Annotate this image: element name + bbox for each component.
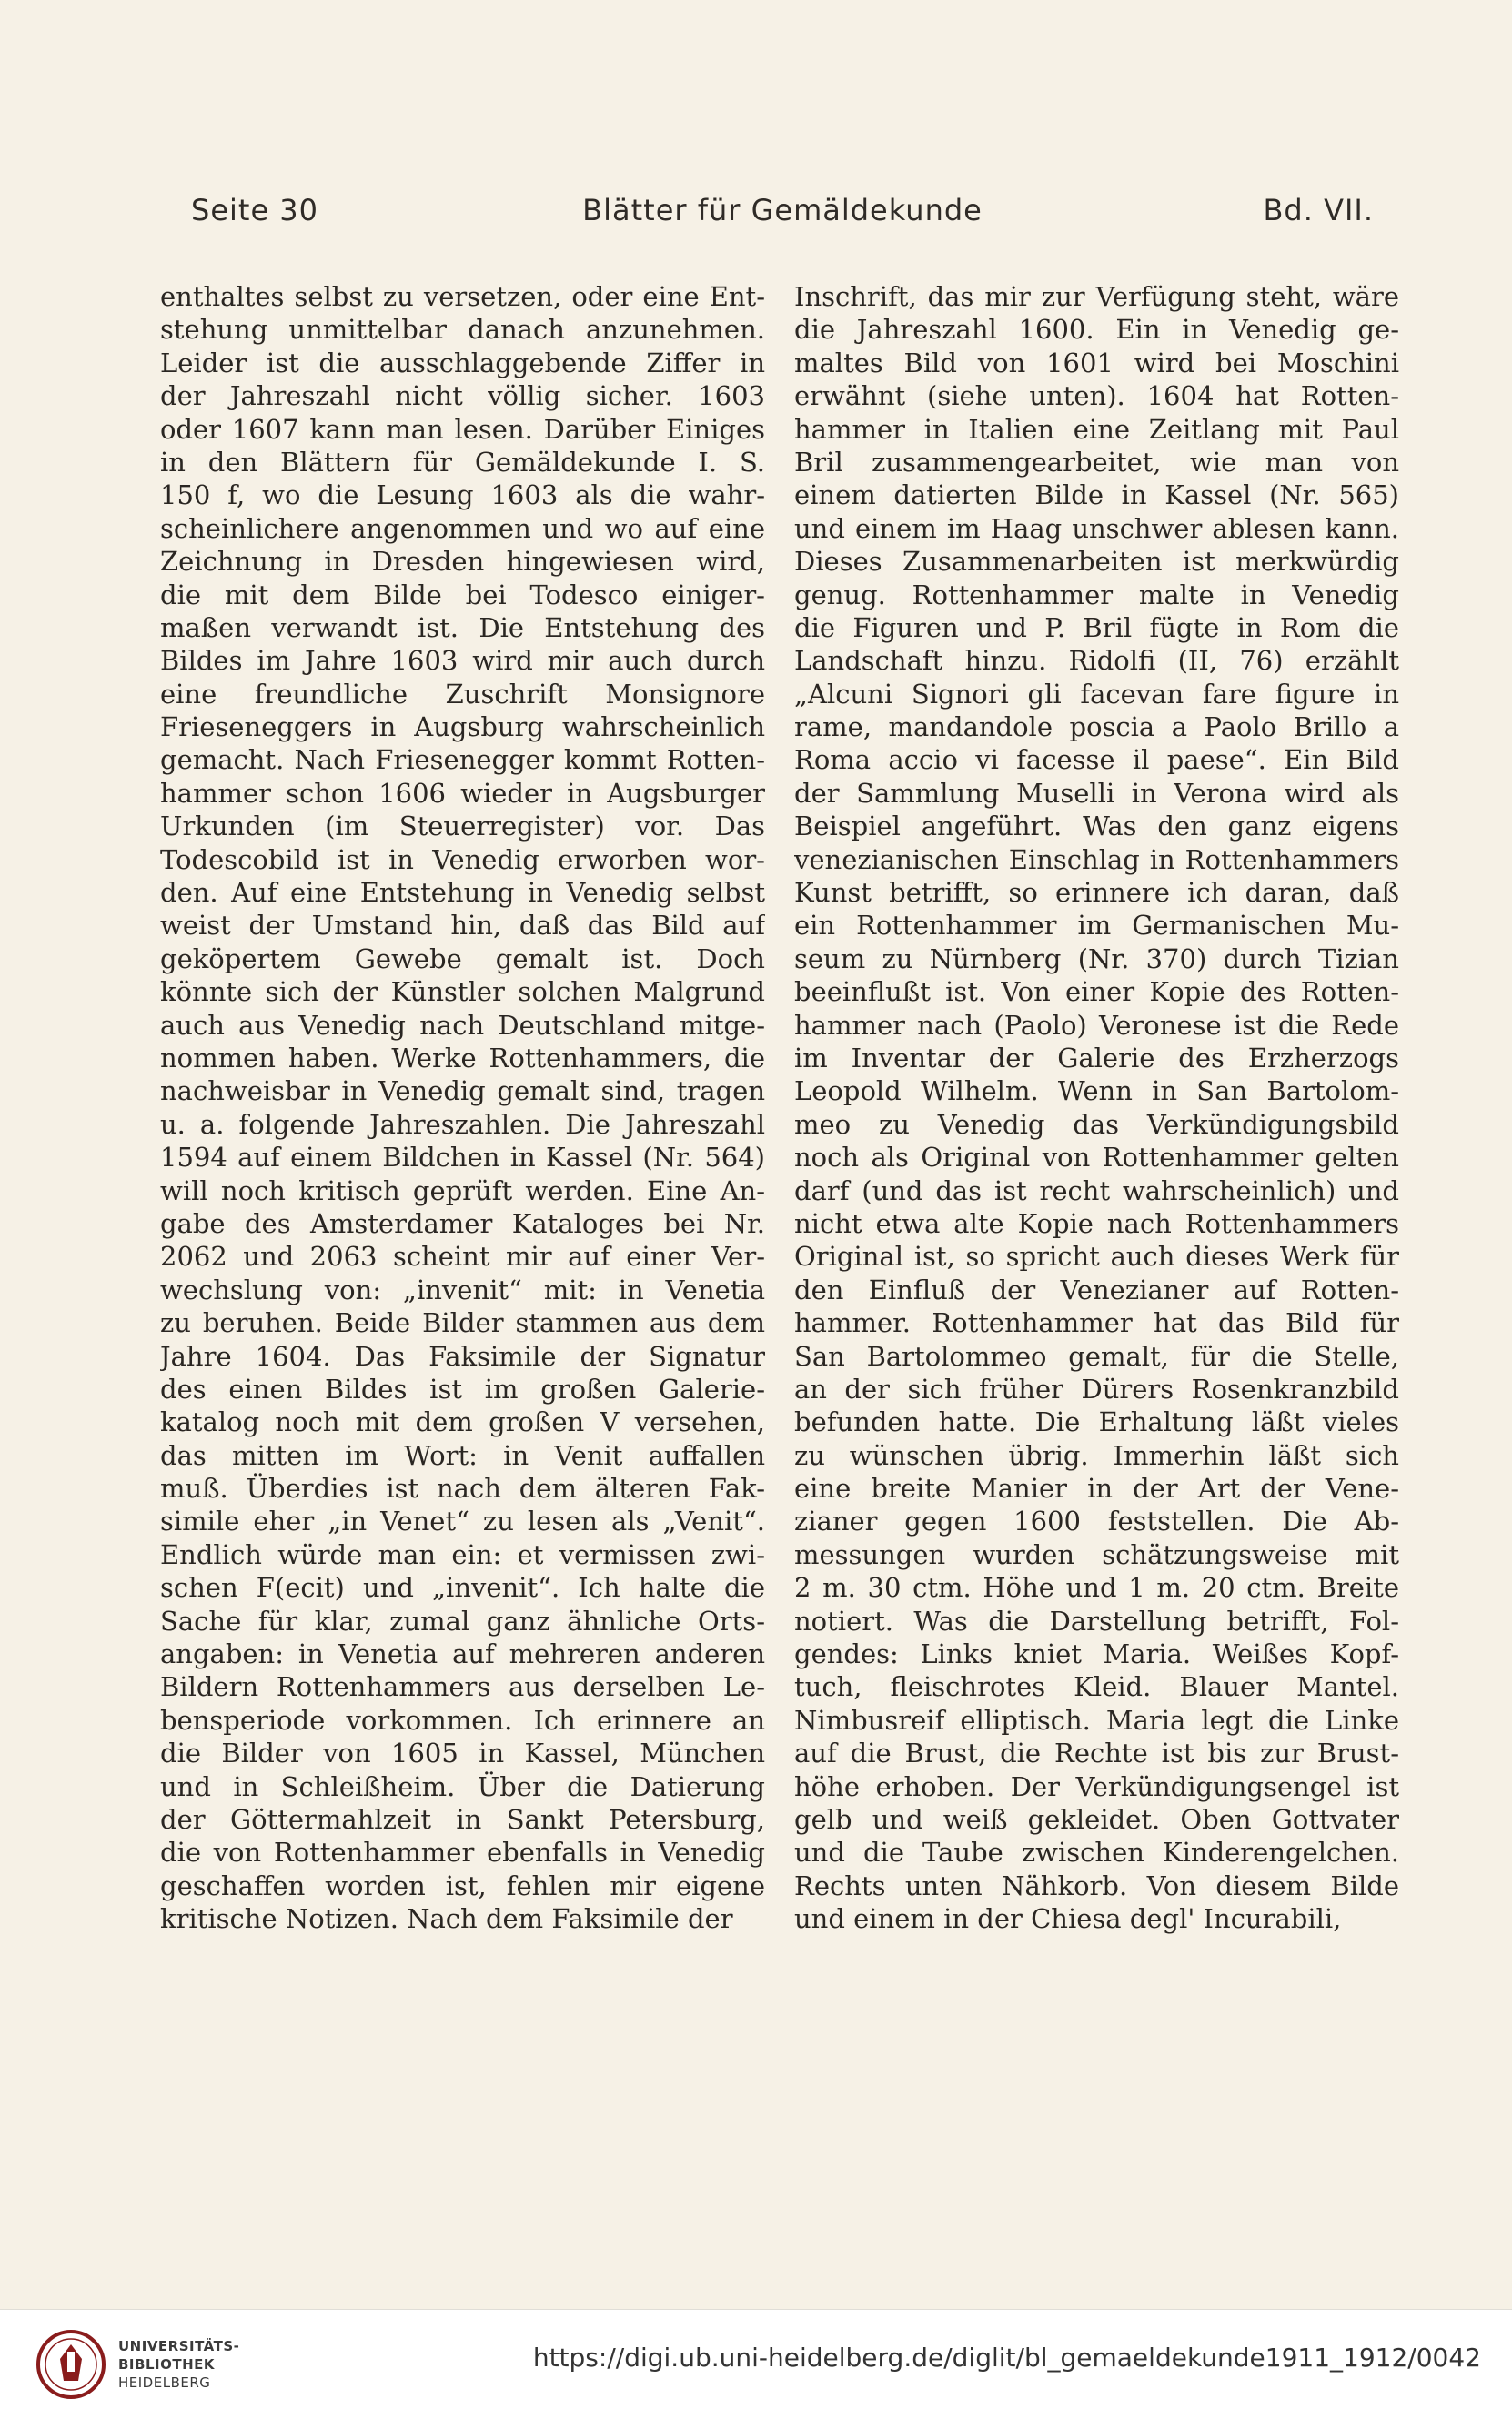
- text-line: notiert. Was die Darstellung betrifft, Fol-: [794, 1605, 1399, 1637]
- text-line: Frieseneggers in Augsburg wahrscheinlich: [160, 711, 765, 743]
- text-line: venezianischen Einschlag in Rottenhammers: [794, 843, 1399, 875]
- text-line: hammer schon 1606 wieder in Augsburger: [160, 777, 765, 809]
- text-line: einem datierten Bilde in Kassel (Nr. 565): [794, 479, 1399, 511]
- text-line: eine freundliche Zuschrift Monsignore: [160, 678, 765, 710]
- text-line: meo zu Venedig das Verkündigungsbild: [794, 1108, 1399, 1140]
- volume-number: Bd. VII.: [1263, 193, 1374, 227]
- text-line: hammer. Rottenhammer hat das Bild für: [794, 1307, 1399, 1339]
- text-line: Nimbusreif elliptisch. Maria legt die Linke: [794, 1704, 1399, 1736]
- text-line: u. a. folgende Jahreszahlen. Die Jahreszahl: [160, 1108, 765, 1140]
- text-line: in den Blättern für Gemäldekunde I. S.: [160, 446, 765, 478]
- text-line: im Inventar der Galerie des Erzherzogs: [794, 1042, 1399, 1073]
- text-line: befunden hatte. Die Erhaltung läßt vieles: [794, 1406, 1399, 1438]
- text-line: „Alcuni Signori gli facevan fare figure in: [794, 678, 1399, 710]
- text-line: enthaltes selbst zu versetzen, oder eine Ent-: [160, 281, 765, 312]
- text-line: Zeichnung in Dresden hingewiesen wird,: [160, 546, 765, 578]
- text-line: und die Taube zwischen Kinderengelchen.: [794, 1837, 1399, 1869]
- text-line: Todescobild ist in Venedig erworben wor-: [160, 843, 765, 875]
- text-line: 2062 und 2063 scheint mir auf einer Ver-: [160, 1241, 765, 1273]
- text-line: Inschrift, das mir zur Verfügung steht, wäre: [794, 281, 1399, 312]
- text-line: die mit dem Bilde bei Todesco einiger-: [160, 579, 765, 610]
- text-column-left: [160, 280, 765, 1936]
- text-line: könnte sich der Künstler solchen Malgrund: [160, 976, 765, 1008]
- text-line: Bildern Rottenhammers aus derselben Le-: [160, 1671, 765, 1703]
- text-line: kritische Notizen. Nach dem Faksimile der: [160, 1903, 733, 1935]
- text-line: gemacht. Nach Friesenegger kommt Rotten-: [160, 744, 765, 776]
- text-line: eine breite Manier in der Art der Vene-: [794, 1473, 1399, 1505]
- text-line: zu beruhen. Beide Bilder stammen aus dem: [160, 1307, 765, 1339]
- text-line: scheinlichere angenommen und wo auf eine: [160, 512, 765, 544]
- text-line: messungen wurden schätzungsweise mit: [794, 1538, 1399, 1570]
- text-line: Bril zusammengearbeitet, wie man von: [794, 446, 1399, 478]
- library-name-line: UNIVERSITÄTS-: [118, 2338, 240, 2354]
- text-line: die Figuren und P. Bril fügte in Rom die: [794, 611, 1399, 643]
- text-line: geköpertem Gewebe gemalt ist. Doch: [160, 942, 765, 974]
- text-line: stehung unmittelbar danach anzunehmen.: [160, 314, 765, 346]
- text-line: bensperiode vorkommen. Ich erinnere an: [160, 1704, 765, 1736]
- page-number: Seite 30: [191, 193, 319, 227]
- text-line: genug. Rottenhammer malte in Venedig: [794, 579, 1399, 610]
- text-line: Jahre 1604. Das Faksimile der Signatur: [160, 1340, 765, 1372]
- text-line: 1594 auf einem Bildchen in Kassel (Nr. 564): [160, 1142, 765, 1174]
- library-name: [118, 2337, 239, 2392]
- text-line: Urkunden (im Steuerregister) vor. Das: [160, 811, 765, 842]
- text-line: San Bartolommeo gemalt, für die Stelle,: [794, 1340, 1399, 1372]
- text-line: das mitten im Wort: in Venit auffallen: [160, 1439, 765, 1471]
- text-line: den Einfluß der Venezianer auf Rotten-: [794, 1274, 1399, 1305]
- university-seal-icon: [35, 2328, 107, 2401]
- text-line: und einem in der Chiesa degl' Incurabili,: [794, 1903, 1342, 1935]
- journal-title: Blätter für Gemäldekunde: [582, 193, 983, 227]
- text-line: rame, mandandole poscia a Paolo Brillo a: [794, 711, 1399, 743]
- text-line: die Bilder von 1605 in Kassel, München: [160, 1738, 765, 1769]
- text-line: den. Auf eine Entstehung in Venedig selbst: [160, 877, 765, 909]
- text-line: zu wünschen übrig. Immerhin läßt sich: [794, 1439, 1399, 1471]
- text-line: noch als Original von Rottenhammer gelten: [794, 1142, 1399, 1174]
- text-line: seum zu Nürnberg (Nr. 370) durch Tizian: [794, 942, 1399, 974]
- text-line: und einem im Haag unschwer ablesen kann.: [794, 512, 1399, 544]
- text-line: nicht etwa alte Kopie nach Rottenhammers: [794, 1207, 1399, 1239]
- text-line: 150 f, wo die Lesung 1603 als die wahr-: [160, 479, 765, 511]
- library-name-line: HEIDELBERG: [118, 2374, 211, 2391]
- text-line: angaben: in Venetia auf mehreren anderen: [160, 1638, 765, 1670]
- text-line: muß. Überdies ist nach dem älteren Fak-: [160, 1473, 765, 1505]
- text-line: Original ist, so spricht auch dieses Werk für: [794, 1241, 1399, 1273]
- text-line: katalog noch mit dem großen V versehen,: [160, 1406, 765, 1438]
- text-line: 2 m. 30 ctm. Höhe und 1 m. 20 ctm. Breite: [794, 1572, 1399, 1604]
- text-line: schen F(ecit) und „invenit“. Ich halte die: [160, 1572, 765, 1604]
- text-line: Leider ist die ausschlaggebende Ziffer in: [160, 347, 765, 378]
- text-line: Kunst betrifft, so erinnere ich daran, daß: [794, 877, 1399, 909]
- text-line: Sache für klar, zumal ganz ähnliche Orts-: [160, 1605, 765, 1637]
- running-header: [191, 193, 1374, 238]
- text-line: tuch, fleischrotes Kleid. Blauer Mantel.: [794, 1671, 1399, 1703]
- text-line: maltes Bild von 1601 wird bei Moschini: [794, 347, 1399, 378]
- text-line: an der sich früher Dürers Rosenkranzbild: [794, 1373, 1399, 1405]
- text-line: des einen Bildes ist im großen Galerie-: [160, 1373, 765, 1405]
- text-line: ein Rottenhammer im Germanischen Mu-: [794, 910, 1399, 942]
- text-line: gelb und weiß gekleidet. Oben Gottvater: [794, 1803, 1399, 1835]
- text-line: Dieses Zusammenarbeiten ist merkwürdig: [794, 546, 1399, 578]
- text-line: will noch kritisch geprüft werden. Eine An-: [160, 1174, 765, 1206]
- text-line: maßen verwandt ist. Die Entstehung des: [160, 611, 765, 643]
- text-line: gabe des Amsterdamer Kataloges bei Nr.: [160, 1207, 765, 1239]
- text-line: hammer in Italien eine Zeitlang mit Paul: [794, 413, 1399, 445]
- text-line: simile eher „in Venet“ zu lesen als „Venit“.: [160, 1506, 765, 1537]
- text-line: Bildes im Jahre 1603 wird mir auch durch: [160, 645, 765, 677]
- text-line: hammer nach (Paolo) Veronese ist die Rede: [794, 1009, 1399, 1041]
- text-line: der Sammlung Muselli in Verona wird als: [794, 777, 1399, 809]
- text-line: Beispiel angeführt. Was den ganz eigens: [794, 811, 1399, 842]
- text-line: Leopold Wilhelm. Wenn in San Bartolom-: [794, 1075, 1399, 1107]
- text-line: oder 1607 kann man lesen. Darüber Einiges: [160, 413, 765, 445]
- text-column-right: [794, 280, 1399, 1936]
- text-line: der Jahreszahl nicht völlig sicher. 1603: [160, 380, 765, 412]
- text-line: Endlich würde man ein: et vermissen zwi-: [160, 1538, 765, 1570]
- text-line: Rechts unten Nähkorb. Von diesem Bilde: [794, 1870, 1399, 1901]
- text-line: und in Schleißheim. Über die Datierung: [160, 1770, 765, 1802]
- text-line: die Jahreszahl 1600. Ein in Venedig ge-: [794, 314, 1399, 346]
- text-line: weist der Umstand hin, daß das Bild auf: [160, 910, 765, 942]
- text-line: gendes: Links kniet Maria. Weißes Kopf-: [794, 1638, 1399, 1670]
- text-line: die von Rottenhammer ebenfalls in Venedig: [160, 1837, 765, 1869]
- text-line: beeinflußt ist. Von einer Kopie des Rotten-: [794, 976, 1399, 1008]
- text-line: zianer gegen 1600 feststellen. Die Ab-: [794, 1506, 1399, 1537]
- text-line: Roma accio vi facesse il paese“. Ein Bild: [794, 744, 1399, 776]
- footer-bar: [0, 2309, 1512, 2419]
- text-line: wechslung von: „invenit“ mit: in Venetia: [160, 1274, 765, 1305]
- text-line: geschaffen worden ist, fehlen mir eigene: [160, 1870, 765, 1901]
- text-line: auf die Brust, die Rechte ist bis zur Brust-: [794, 1738, 1399, 1769]
- text-line: erwähnt (siehe unten). 1604 hat Rotten-: [794, 380, 1399, 412]
- text-line: Landschaft hinzu. Ridolfi (II, 76) erzählt: [794, 645, 1399, 677]
- text-line: nommen haben. Werke Rottenhammers, die: [160, 1042, 765, 1073]
- text-line: der Göttermahlzeit in Sankt Petersburg,: [160, 1803, 765, 1835]
- text-line: auch aus Venedig nach Deutschland mitge-: [160, 1009, 765, 1041]
- library-name-line: BIBLIOTHEK: [118, 2356, 215, 2373]
- document-url-link[interactable]: https://digi.ub.uni-heidelberg.de/diglit/bl_gemaeldekunde1911_1912/0042: [532, 2343, 1481, 2373]
- text-line: nachweisbar in Venedig gemalt sind, tragen: [160, 1075, 765, 1107]
- text-line: höhe erhoben. Der Verkündigungsengel ist: [794, 1770, 1399, 1802]
- text-line: darf (und das ist recht wahrscheinlich) und: [794, 1174, 1399, 1206]
